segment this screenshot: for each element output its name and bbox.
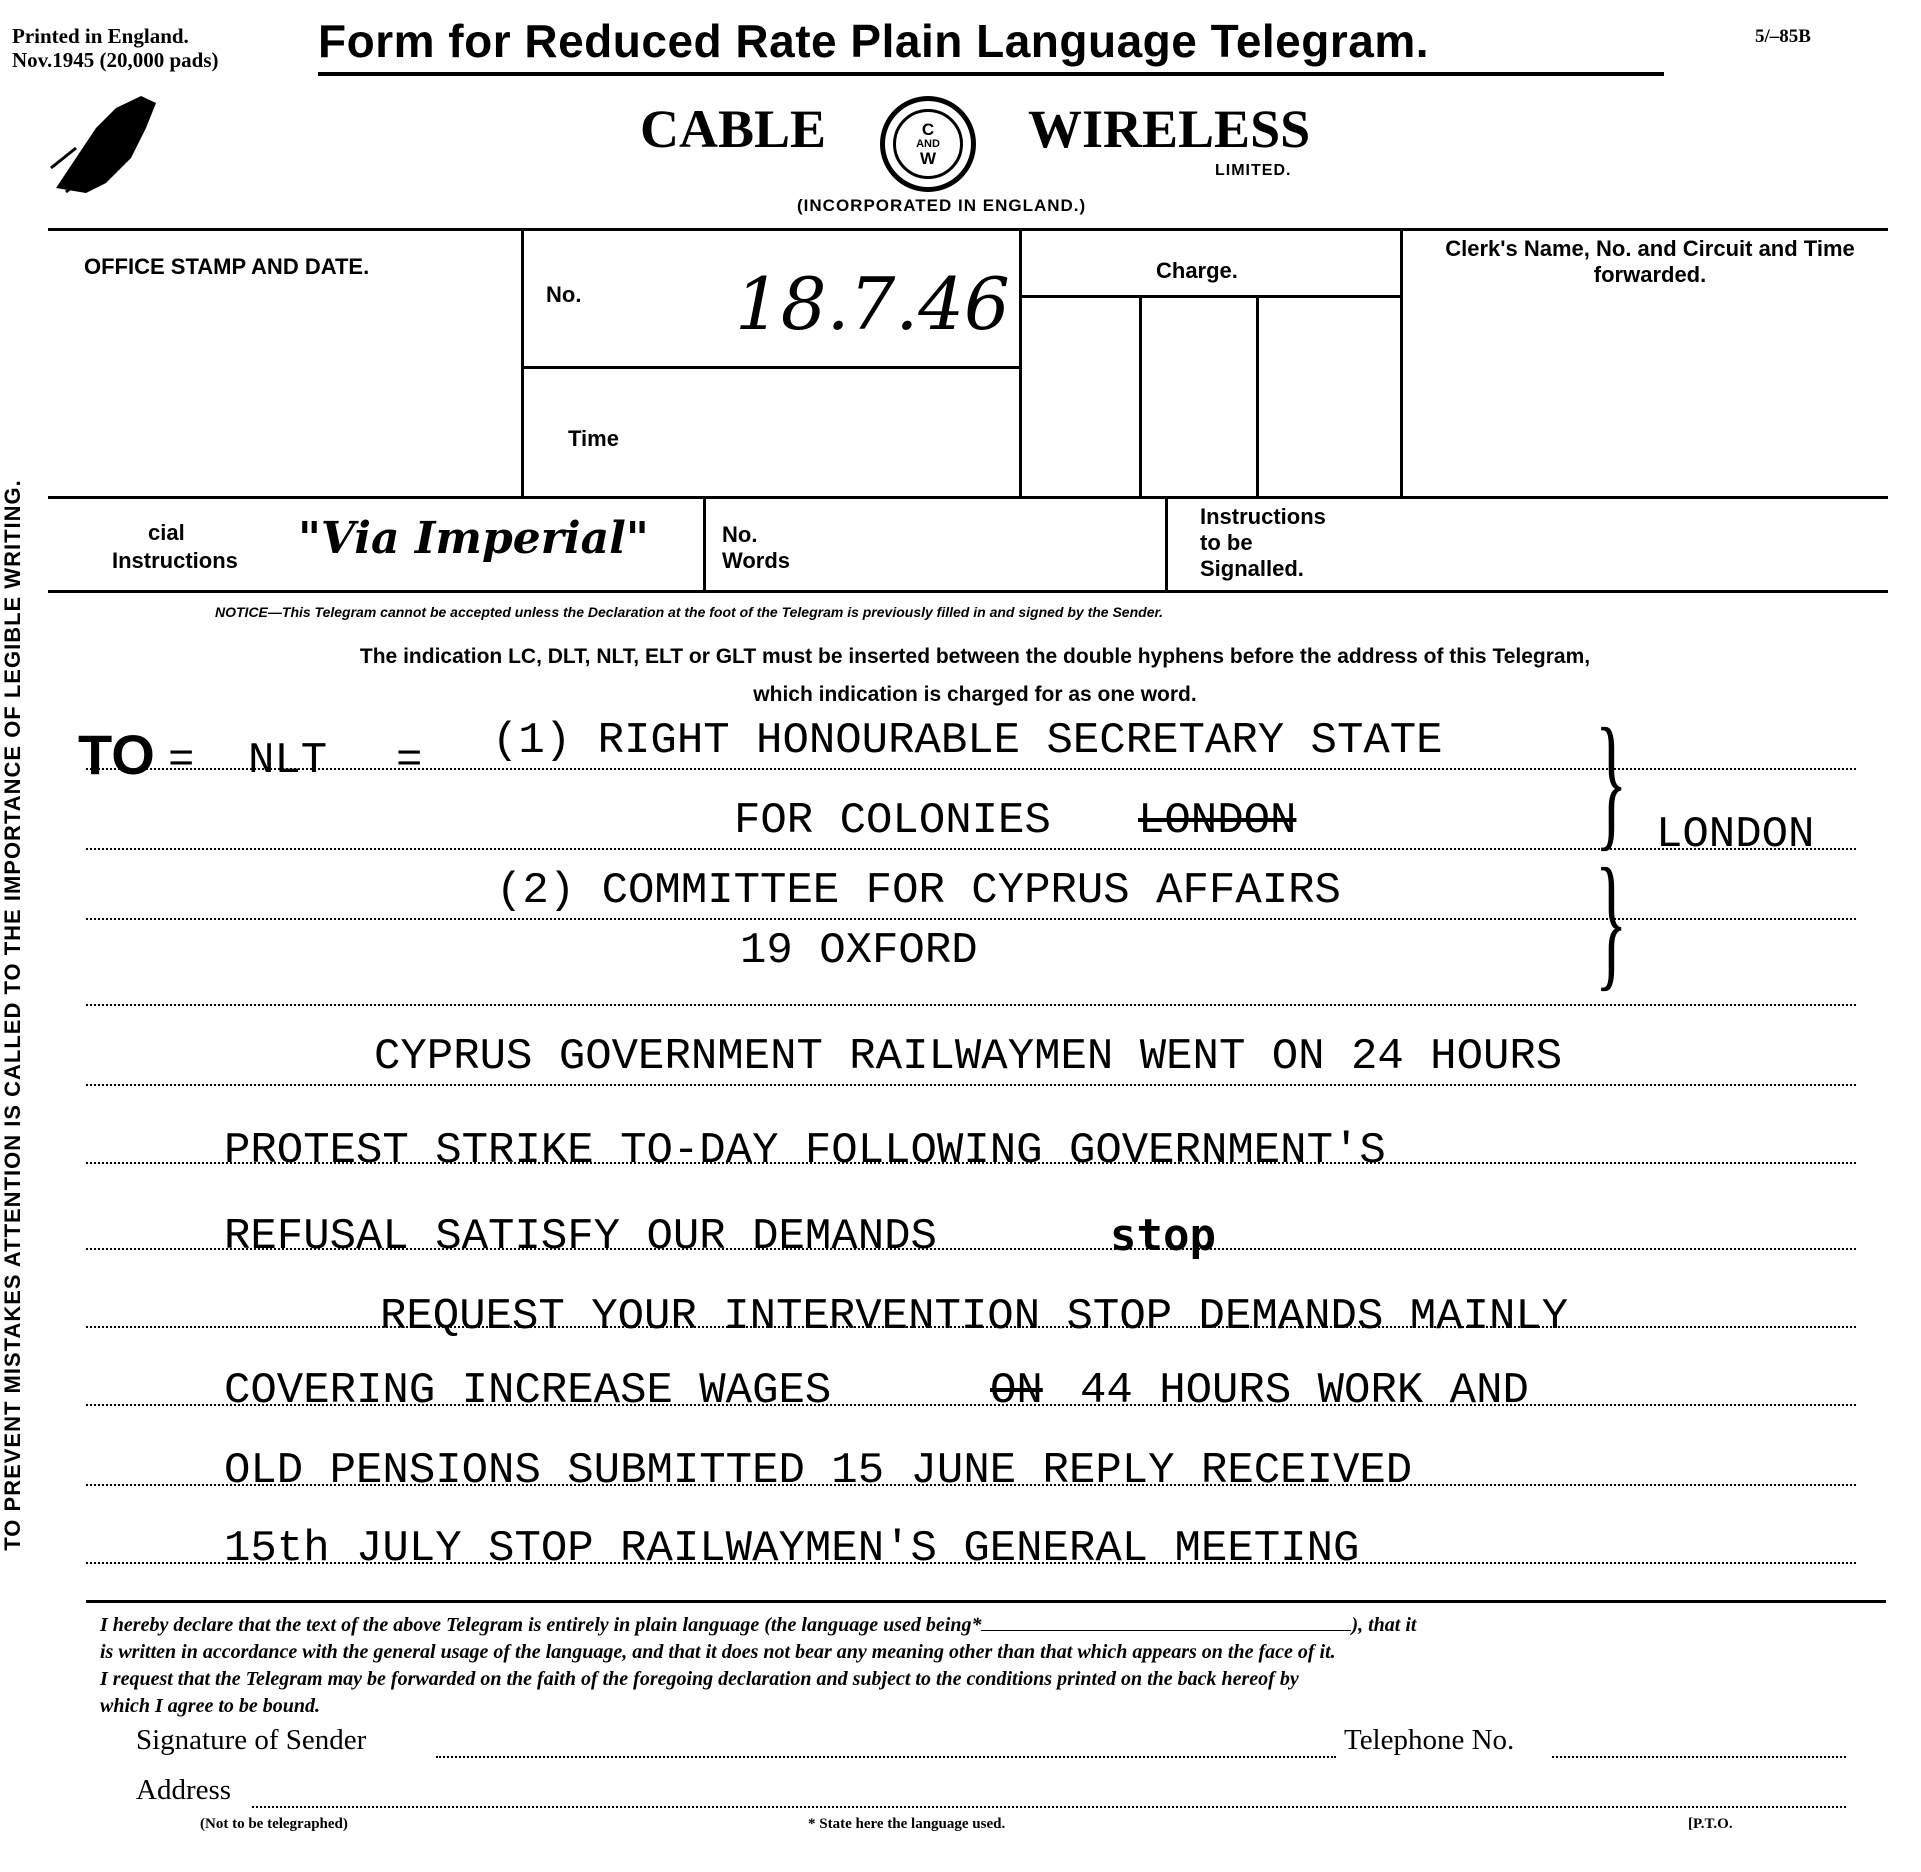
grid-charge-divider xyxy=(1019,295,1402,298)
logo-and: AND xyxy=(916,137,940,150)
address-line-1[interactable]: (1) RIGHT HONOURABLE SECRETARY STATE xyxy=(492,716,1443,766)
signature-input[interactable] xyxy=(436,1756,1336,1758)
brace-bottom: } xyxy=(1595,838,1628,1004)
signature-label: Signature of Sender xyxy=(136,1724,367,1756)
declaration-rule xyxy=(86,1600,1886,1603)
address-line-3[interactable]: (2) COMMITTEE FOR CYPRUS AFFAIRS xyxy=(496,866,1341,916)
form-title: Form for Reduced Rate Plain Language Telegram. xyxy=(318,15,1430,67)
no-words-label-1: No. xyxy=(722,522,758,547)
declaration-line-4: which I agree to be bound. xyxy=(100,1695,321,1717)
address-line-2-struck: LONDON xyxy=(1138,796,1297,846)
special-instructions-value[interactable]: "Via Imperial" xyxy=(298,513,649,564)
grid-line-mid xyxy=(48,496,1888,499)
message-line-6[interactable]: OLD PENSIONS SUBMITTED 15 JUNE REPLY RECEIVED xyxy=(224,1446,1413,1496)
time-label: Time xyxy=(568,426,619,451)
no-words-label-2: Words xyxy=(722,548,791,573)
message-line-1[interactable]: CYPRUS GOVERNMENT RAILWAYMEN WENT ON 24 HOURS xyxy=(374,1032,1563,1082)
dotline-9 xyxy=(86,1404,1856,1406)
dotline-1 xyxy=(86,768,1856,770)
equals-2: = xyxy=(396,736,423,786)
address-city[interactable]: LONDON xyxy=(1656,810,1815,860)
notice-line-1: NOTICE—This Telegram cannot be accepted unless the Declaration at the foot of the Telegram is previously filled in and signed by the Sender. xyxy=(215,604,1164,620)
printed-in-line: Printed in England. xyxy=(12,24,189,48)
notice-line-2: The indication LC, DLT, NLT, ELT or GLT must be inserted between the double hyphens before the address of this Telegram, xyxy=(359,645,1591,668)
message-line-4[interactable]: REQUEST YOUR INTERVENTION STOP DEMANDS MAINLY xyxy=(380,1292,1569,1342)
equals-1: = xyxy=(168,736,195,786)
footnote-right: [P.T.O. xyxy=(1688,1816,1733,1832)
message-line-5[interactable]: COVERING INCREASE WAGES xyxy=(224,1366,832,1416)
declaration-line-3: I request that the Telegram may be forwarded on the faith of the foregoing declaration and subject to the conditions printed on the back hereof by xyxy=(100,1668,1299,1690)
office-stamp-label: OFFICE STAMP AND DATE. xyxy=(84,254,370,279)
printed-date-line: Nov.1945 (20,000 pads) xyxy=(12,48,219,72)
logo-c: C xyxy=(921,119,935,139)
declaration-line-1: I hereby declare that the text of the above Telegram is entirely in plain language (the language used being* ), that it xyxy=(100,1614,1417,1636)
footnote-left: (Not to be telegraphed) xyxy=(200,1816,348,1832)
instructions-signalled-2: to be xyxy=(1200,530,1253,555)
message-line-5-rest[interactable]: 44 HOURS WORK AND xyxy=(1080,1366,1529,1416)
telephone-label: Telephone No. xyxy=(1344,1724,1515,1756)
cable-wireless-logo xyxy=(880,96,976,192)
grid-no-time-divider xyxy=(521,366,1021,369)
declaration-line-2: is written in accordance with the general usage of the language, and that it does not bear any meaning other than that which appears on the face of it. xyxy=(100,1641,1336,1663)
grid-vline-5 xyxy=(1165,496,1168,590)
dotline-2 xyxy=(86,848,1856,850)
grid-charge-vline-2 xyxy=(1256,295,1259,498)
message-line-3[interactable]: REFUSAL SATISFY OUR DEMANDS xyxy=(224,1212,937,1262)
logo-w: W xyxy=(919,148,937,168)
grid-vline-3 xyxy=(1400,228,1403,498)
footnote-mid: * State here the language used. xyxy=(808,1816,1006,1832)
address-line-4[interactable]: 19 OXFORD xyxy=(740,926,978,976)
dotline-6 xyxy=(86,1162,1856,1164)
grid-charge-vline-1 xyxy=(1139,295,1142,498)
brand-cable: CABLE xyxy=(640,99,827,159)
dotline-10 xyxy=(86,1484,1856,1486)
no-value[interactable]: 18.7.46 xyxy=(735,262,1010,346)
no-label: No. xyxy=(546,282,582,307)
address-label: Address xyxy=(136,1774,232,1806)
brace-top: } xyxy=(1595,698,1628,864)
to-label: TO xyxy=(78,723,155,786)
address-line-2[interactable]: FOR COLONIES xyxy=(734,796,1051,846)
message-struck-word: ON xyxy=(990,1366,1043,1416)
brand-wireless: WIRELESS xyxy=(1028,99,1311,159)
dotline-5 xyxy=(86,1084,1856,1086)
special-instructions-label-1: cial xyxy=(148,520,185,545)
declaration xyxy=(100,1612,1890,1720)
dotline-4 xyxy=(86,1004,1856,1006)
form-code: 5/–85B xyxy=(1755,26,1811,47)
clerk-label: Clerk's Name, No. and Circuit and Time forwarded. xyxy=(1445,236,1855,287)
side-warning: TO PREVENT MISTAKES ATTENTION IS CALLED TO THE IMPORTANCE OF LEGIBLE WRITING. xyxy=(0,479,25,1551)
grid-vline-2 xyxy=(1019,228,1022,498)
grid-vline-1 xyxy=(521,228,524,498)
handwritten-stop[interactable]: stop xyxy=(1110,1210,1216,1261)
special-instructions-label-2: Instructions xyxy=(112,548,238,573)
dotline-11 xyxy=(86,1562,1856,1564)
language-input[interactable] xyxy=(981,1630,1351,1631)
printed-in-note xyxy=(12,24,312,72)
brand-limited: LIMITED. xyxy=(1215,162,1292,179)
notice-line-3: which indication is charged for as one word. xyxy=(753,683,1197,706)
address-input[interactable] xyxy=(252,1806,1846,1808)
message-line-2[interactable]: PROTEST STRIKE TO-DAY FOLLOWING GOVERNMENT'S xyxy=(224,1126,1386,1176)
title-underline xyxy=(318,72,1664,76)
charge-label: Charge. xyxy=(1156,258,1238,283)
dotline-3 xyxy=(86,918,1856,920)
indication[interactable]: NLT xyxy=(248,736,328,786)
telephone-input[interactable] xyxy=(1552,1756,1846,1758)
dotline-7 xyxy=(86,1248,1856,1250)
instructions-signalled-1: Instructions xyxy=(1200,504,1326,529)
instructions-signalled-3: Signalled. xyxy=(1200,556,1304,581)
grid-line-bottom xyxy=(48,590,1888,593)
ink-smudge xyxy=(46,88,166,200)
incorporated-note: (INCORPORATED IN ENGLAND.) xyxy=(797,196,1087,215)
message-line-7[interactable]: 15th JULY STOP RAILWAYMEN'S GENERAL MEETING xyxy=(224,1524,1360,1574)
grid-vline-4 xyxy=(703,496,706,590)
dotline-8 xyxy=(86,1326,1856,1328)
grid-line-top xyxy=(48,228,1888,231)
